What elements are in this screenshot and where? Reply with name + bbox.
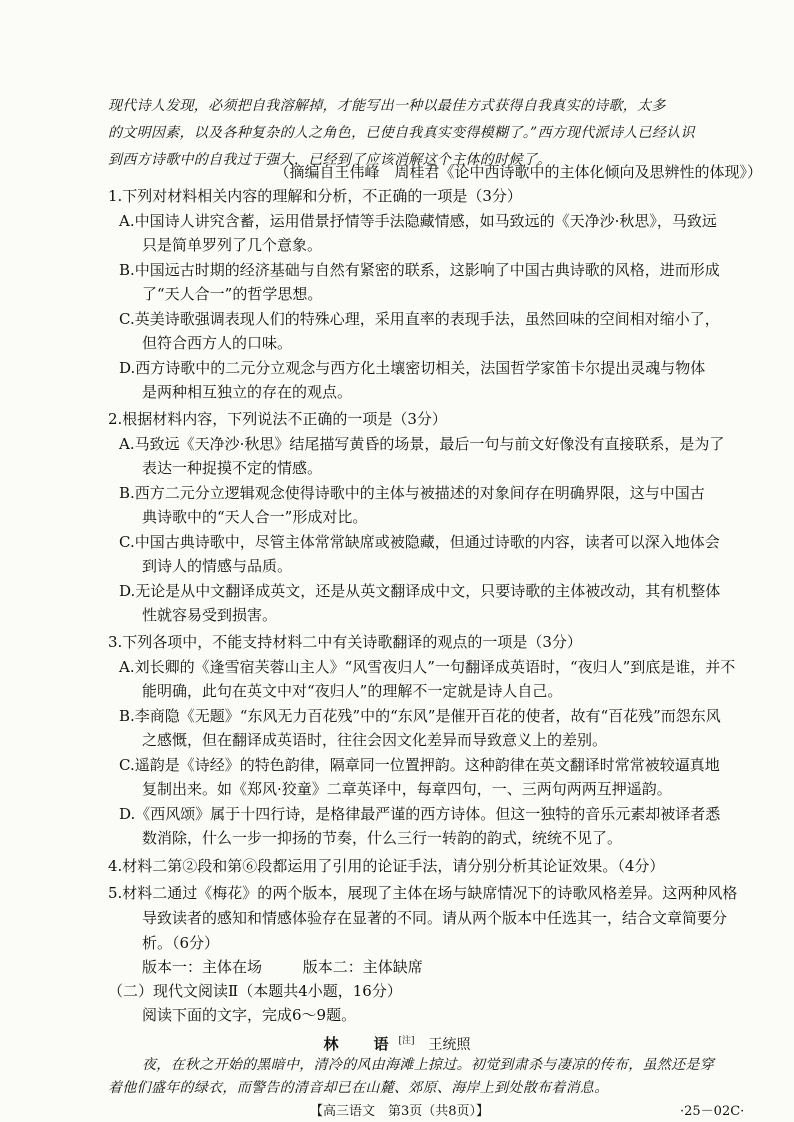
essay-note-mark: [注] (398, 1036, 415, 1046)
section-instruction: 阅读下面的文字，完成6～9题。 (142, 1006, 357, 1024)
q1-option-a: A.中国诗人讲究含蓄，运用借景抒情等手法隐藏情感，如马致远的《天净沙·秋思》，马致远 (119, 212, 717, 230)
section-heading: （二）现代文阅读Ⅱ（本题共4小题，16分） (108, 982, 402, 1000)
passage-line: 的文明因素，以及各种复杂的人之角色，已使自我真实变得模糊了。”西方现代派诗人已经认识 (108, 125, 695, 141)
question-5-line: 析。（6分） (142, 934, 220, 952)
q2-option-b-cont: 典诗歌中的“天人合一”形成对比。 (142, 508, 368, 526)
q1-option-a-cont: 只是简单罗列了几个意象。 (142, 236, 323, 254)
q5-versions (142, 957, 423, 977)
passage-source: （摘编自王伟峰 周桂君《论中西诗歌中的主体化倾向及思辨性的体现》） (274, 163, 762, 181)
essay-title: 林 语 (323, 1035, 399, 1053)
question-3-stem: 3.下列各项中，不能支持材料二中有关诗歌翻译的观点的一项是（3分） (108, 633, 582, 651)
q1-option-c-cont: 但符合西方人的口味。 (142, 334, 293, 352)
question-2-stem: 2.根据材料内容，下列说法不正确的一项是（3分） (108, 410, 447, 428)
q2-option-c: C.中国古典诗歌中，尽管主体常常缺席或被隐藏，但通过诗歌的内容，读者可以深入地体会 (119, 533, 720, 551)
q1-option-b: B.中国远古时期的经济基础与自然有紧密的联系，这影响了中国古典诗歌的风格，进而形成 (119, 261, 720, 279)
q3-option-a: A.刘长卿的《逢雪宿芙蓉山主人》“风雪夜归人”一句翻译成英语时，“夜归人”到底是谁，并不 (119, 658, 736, 676)
passage-line: 现代诗人发现，必须把自我溶解掉，才能写出一种以最佳方式获得自我真实的诗歌，太多 (108, 98, 666, 114)
question-5-line: 导致读者的感知和情感体验存在显著的不同。请从两个版本中任选其一，结合文章简要分 (142, 909, 728, 927)
version-2-label: 版本二：主体缺席 (302, 958, 423, 976)
q2-option-d-cont: 性就容易受到损害。 (142, 606, 278, 624)
q2-option-b: B.西方二元分立逻辑观念使得诗歌中的主体与被描述的对象间存在明确界限，这与中国古 (119, 484, 705, 502)
q1-option-d: D.西方诗歌中的二元分立观念与西方化土壤密切相关，法国哲学家笛卡尔提出灵魂与物体 (119, 359, 706, 377)
q3-option-c: C.遥韵是《诗经》的特色韵律，隔章同一位置押韵。这种韵律在英文翻译时常常被较逼真地 (119, 756, 720, 774)
question-5-line: 5.材料二通过《梅花》的两个版本，展现了主体在场与缺席情况下的诗歌风格差异。这两种风格 (108, 884, 738, 902)
version-1-label: 版本一：主体在场 (142, 958, 263, 976)
q2-option-c-cont: 到诗人的情感与品质。 (142, 557, 293, 575)
essay-heading (0, 1031, 794, 1055)
q2-option-a-cont: 表达一种捉摸不定的情感。 (142, 459, 323, 477)
passage-line: 到西方诗歌中的自我过于强大，已经到了应该消解这个主体的时候了。 (108, 152, 552, 168)
q3-option-b-cont: 之感慨，但在翻译成英语时，往往会因文化差异而导致意义上的差别。 (142, 731, 608, 749)
q3-option-c-cont: 复制出来。如《郑风·狡童》二章英译中，每章四句，一、三两句两两互押遥韵。 (142, 780, 672, 798)
q1-option-c: C.英美诗歌强调表现人们的特殊心理，采用直率的表现手法，虽然回味的空间相对缩小了， (119, 310, 720, 328)
essay-author: 王统照 (428, 1037, 471, 1053)
essay-line: 夜，在秋之开始的黑暗中，清冷的风由海滩上掠过。初觉到肃杀与凄凉的传布，虽然还是穿 (142, 1057, 714, 1073)
essay-line: 着他们盛年的绿衣，而警告的清音却已在山麓、郊原、海岸上到处散布着消息。 (108, 1080, 609, 1096)
q3-option-d-cont: 数消除，什么一步一抑扬的节奏，什么三行一转韵的韵式，统统不见了。 (142, 829, 623, 847)
question-1-stem: 1.下列对材料相关内容的理解和分析，不正确的一项是（3分） (108, 187, 522, 205)
footer-code: ·25－02C· (680, 1104, 745, 1119)
q2-option-a: A.马致远《天净沙·秋思》结尾描写黄昏的场景，最后一句与前文好像没有直接联系，是为了 (119, 435, 725, 453)
q3-option-b: B.李商隐《无题》“东风无力百花残”中的“东风”是催开百花的使者，故有“百花残”而怨东风 (119, 707, 721, 725)
q1-option-d-cont: 是两种相互独立的存在的观点。 (142, 383, 353, 401)
question-4: 4.材料二第②段和第⑥段都运用了引用的论证手法，请分别分析其论证效果。（4分） (108, 857, 665, 875)
q3-option-a-cont: 能明确，此句在英文中对“夜归人”的理解不一定就是诗人自己。 (142, 682, 563, 700)
q3-option-d: D.《西风颂》属于十四行诗，是格律最严谨的西方诗体。但这一独特的音乐元素却被译者悉 (119, 805, 721, 823)
q2-option-d: D.无论是从中文翻译成英文，还是从英文翻译成中文，只要诗歌的主体被改动，其有机整体 (119, 582, 721, 600)
q1-option-b-cont: 了“天人合一”的哲学思想。 (142, 285, 323, 303)
footer-page-info: 【高三语文 第3页（共8页）】 (310, 1104, 490, 1119)
